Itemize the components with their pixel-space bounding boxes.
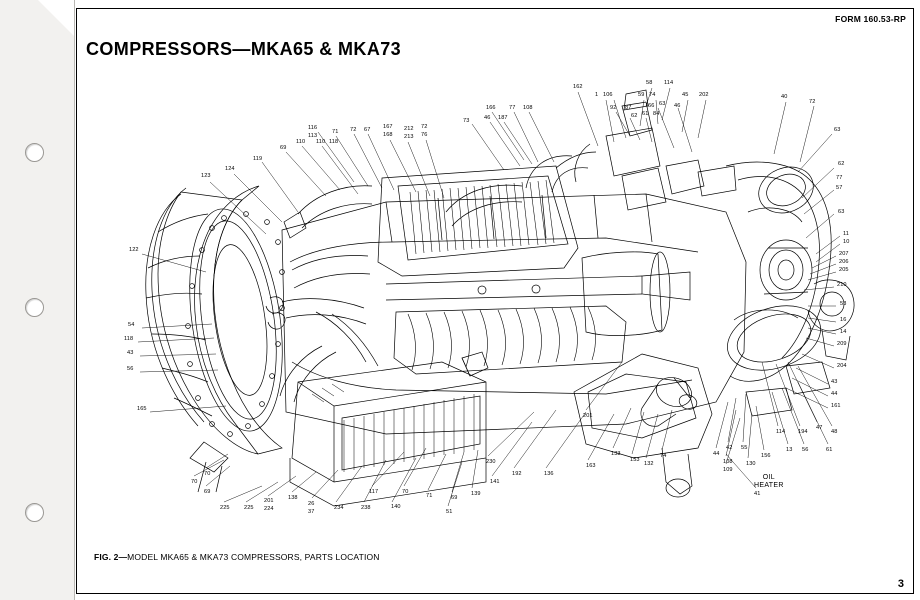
callout-number: 84 [653, 111, 660, 117]
callout-number: 168 [383, 132, 393, 138]
callout-number: 62 [631, 113, 638, 119]
callout-number: 58 [646, 80, 653, 86]
callout-number: 201 [583, 413, 593, 419]
callout-number: 162 [573, 84, 583, 90]
callout-number: 110 [296, 139, 306, 145]
callout-number: 124 [225, 166, 235, 172]
callout-number: 201 [264, 498, 274, 504]
callout-number: 167 [383, 124, 393, 130]
callout-number: 61 [642, 111, 649, 117]
callout-number: 113 [308, 133, 318, 139]
callout-number: 44 [831, 391, 838, 397]
callout-number: 77 [509, 105, 516, 111]
callout-number: 61 [826, 447, 833, 453]
page-title: COMPRESSORS—MKA65 & MKA73 [86, 39, 402, 59]
callout-number: 16 [840, 317, 847, 323]
callout-number: 42 [726, 445, 733, 451]
callout-number: 136 [544, 471, 554, 477]
callout-number: 74 [649, 92, 656, 98]
callout-number: 69 [204, 489, 211, 495]
figure-caption-prefix: FIG. 2— [94, 552, 128, 562]
callout-number: 74 [660, 453, 667, 459]
callout-number: 54 [128, 322, 135, 328]
callout-number: 57 [836, 185, 843, 191]
callout-number: 122 [129, 247, 139, 253]
callout-number: 92 [610, 105, 617, 111]
form-code: FORM 160.53-RP [835, 14, 906, 24]
callout-number: 141 [490, 479, 500, 485]
callout-number: 41 [754, 491, 761, 497]
callout-number: 114 [664, 80, 674, 86]
callout-number: 192 [512, 471, 522, 477]
callout-number: 70 [191, 479, 198, 485]
callout-number: 45 [682, 92, 689, 98]
callout-number: 43 [831, 379, 838, 385]
callout-number: 187 [498, 115, 508, 121]
callout-number: 238 [361, 505, 371, 511]
callout-number: 73 [463, 118, 470, 124]
callout-number: 204 [837, 363, 847, 369]
callout-number: 207 [839, 251, 849, 257]
figure-caption [94, 552, 380, 562]
callout-number: 156 [761, 453, 771, 459]
oil-heater-label: OIL HEATER [754, 474, 784, 490]
callout-number: 51 [446, 509, 453, 515]
callout-number: 11 [843, 231, 850, 237]
callout-number: 206 [839, 259, 849, 265]
callout-number: 118 [124, 336, 134, 342]
callout-number: 123 [201, 173, 211, 179]
callout-number: 209 [837, 341, 847, 347]
callout-number: 59 [638, 92, 645, 98]
callout-number: 46 [484, 115, 491, 121]
callout-number: 109 [723, 467, 733, 473]
punch-hole [25, 298, 44, 317]
callout-number: 140 [391, 504, 401, 510]
callout-number: 116 [308, 125, 318, 131]
callout-number: 205 [839, 267, 849, 273]
callout-number: 119 [253, 156, 263, 162]
page-corner-fold [38, 0, 74, 36]
page-number: 3 [897, 578, 904, 590]
callout-number: 210 [837, 282, 847, 288]
callout-number: 130 [746, 461, 756, 467]
callout-number: 47 [816, 425, 823, 431]
callout-number: 46 [674, 103, 681, 109]
callout-number: 56 [802, 447, 809, 453]
figure-caption-text: MODEL MKA65 & MKA73 COMPRESSORS, PARTS LOCATION [127, 552, 380, 562]
callout-number: 67 [364, 127, 371, 133]
callout-number: 13 [786, 447, 793, 453]
callout-number: 225 [244, 505, 254, 511]
callout-number: 69 [280, 145, 287, 151]
figure-illustration [86, 62, 904, 532]
callout-number: 166 [486, 105, 496, 111]
callout-number: 138 [288, 495, 298, 501]
callout-number: 55 [741, 445, 748, 451]
callout-number: 153 [630, 457, 640, 463]
callout-number: 225 [220, 505, 230, 511]
callout-number: 72 [350, 127, 357, 133]
callout-number: 62 [838, 161, 845, 167]
callout-number: 37 [308, 509, 315, 515]
callout-number: 71 [332, 129, 339, 135]
callout-number: 63 [838, 209, 845, 215]
callout-number: 72 [421, 124, 428, 130]
callout-number: 224 [264, 506, 274, 512]
callout-number: 230 [486, 459, 496, 465]
callout-number: 48 [831, 429, 838, 435]
callout-number: 234 [334, 505, 344, 511]
callout-number: 139 [471, 491, 481, 497]
callout-number: 77 [836, 175, 843, 181]
callout-number: 132 [644, 461, 654, 467]
callout-number: 202 [699, 92, 709, 98]
punch-hole [25, 143, 44, 162]
callout-number: 76 [421, 132, 428, 138]
callout-number: 165 [137, 406, 147, 412]
callout-number: 69 [451, 495, 458, 501]
callout-number: 118 [329, 139, 339, 145]
callout-number: 63 [834, 127, 841, 133]
callout-number: 108 [523, 105, 533, 111]
callout-number: 71 [426, 493, 433, 499]
callout-number: 70 [402, 489, 409, 495]
callout-number: 194 [798, 429, 808, 435]
callout-number: 133 [611, 451, 621, 457]
callout-number: 26 [308, 501, 315, 507]
callout-number: 56 [127, 366, 134, 372]
callout-number: 163 [586, 463, 596, 469]
callout-number: 114 [776, 429, 786, 435]
callout-number: 117 [369, 489, 379, 495]
callout-number: 212 [404, 126, 414, 132]
punch-hole [25, 503, 44, 522]
callout-number: 110 [316, 139, 326, 145]
callout-number: 43 [127, 350, 134, 356]
callout-number: 14 [840, 329, 847, 335]
callout-number: 72 [809, 99, 816, 105]
callout-number: 161 [831, 403, 841, 409]
callout-number: 53 [840, 301, 847, 307]
callout-number: 70 [204, 471, 211, 477]
callout-number: 106 [603, 92, 613, 98]
callout-number: 108 [723, 459, 733, 465]
callout-number: 40 [781, 94, 788, 100]
callout-number: 66 [648, 103, 655, 109]
callout-number: 87 [625, 105, 632, 111]
callout-number: 10 [843, 239, 850, 245]
callout-number: 213 [404, 134, 414, 140]
callout-number: 1 [595, 92, 599, 98]
callout-number: 63 [659, 101, 666, 107]
callout-number: 44 [713, 451, 720, 457]
